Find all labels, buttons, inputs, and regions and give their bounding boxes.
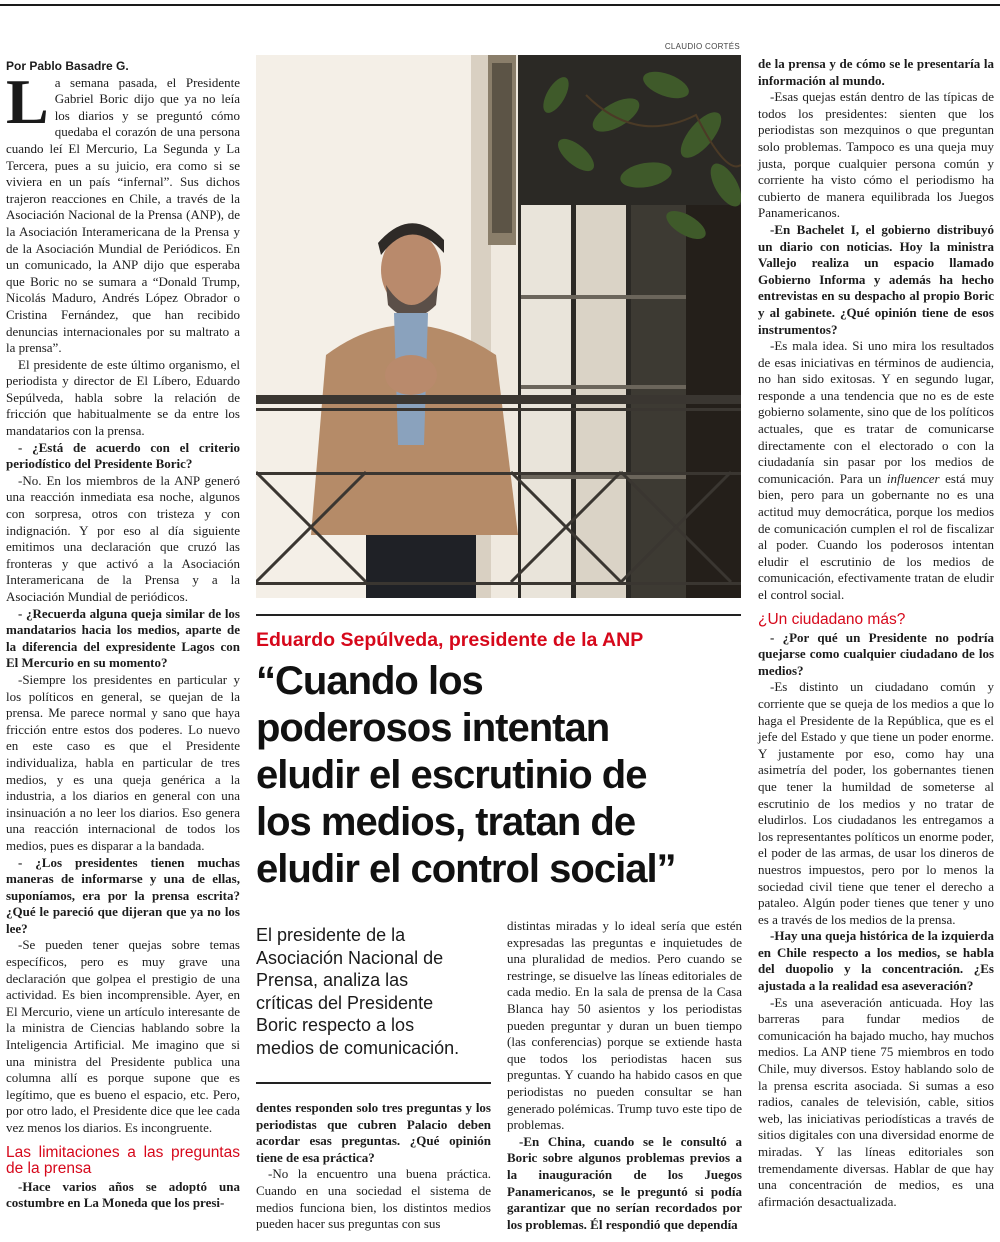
paragraph: El presidente de este último organismo, el periodista y director de El Líbero, Eduardo Sepúlveda, habla sobre la relación de fricción que habitualmente se da entre los mandatarios con la prensa.: [6, 356, 240, 439]
summary-line: Prensa, analiza las: [256, 970, 409, 990]
question: - ¿Está de acuerdo con el criterio periodístico del Presidente Boric?: [6, 439, 240, 472]
drop-cap: L: [6, 65, 49, 137]
column-3: [507, 918, 742, 1233]
headline-line: poderosos intentan: [256, 706, 610, 750]
question: -En Bachelet I, el gobierno distribuyó un diario con noticias. Hoy la ministra Vallejo realiza un espacio llamado Gobierno Informa y además ha hecho entrevistas en su despacho al propio Boric y al gabinete. ¿Qué opinión tiene de esos instrumentos?: [758, 221, 994, 337]
column-2: [256, 1100, 491, 1233]
headline-line: “Cuando los: [256, 659, 483, 703]
answer: -No. En los miembros de la ANP generó una reacción inmediata esa noche, algunos con sorpresa, otros con tristeza y con indignación. Y por eso al día siguiente emitimos una declaración que cruzó las fronteras y que activó a la Asociación Interamericana de la Prensa y a la Asociación Mundial de periódicos.: [6, 472, 240, 604]
summary-line: medios de comunicación.: [256, 1037, 460, 1058]
summary-line: El presidente de la: [256, 925, 406, 945]
answer: -Esas quejas están dentro de las típicas de todos los presidentes: sienten que los periodistas son mezquinos o que preguntan solo problemas. Tampoco es una queja muy justa, porque cualquier persona común y corriente ha visto cómo el periodismo ha cubierto de manera equilibrada los Juegos Panamericanos.: [758, 89, 994, 221]
interview-photo: [256, 55, 741, 598]
column-4: [758, 56, 994, 1210]
italic-term: influencer: [886, 470, 940, 486]
photo-credit: CLAUDIO CORTÉS: [664, 42, 740, 51]
summary-deck: [256, 924, 486, 1059]
section-subhead: Las limitaciones a las preguntas de la prensa: [6, 1143, 240, 1177]
byline: Por Pablo Basadre G.: [6, 59, 129, 73]
question: -Hay una queja histórica de la izquierda en Chile respecto a los medios, se habla del duopolio y la concentración. ¿Es ajustada a la realidad esa aseveración?: [758, 928, 994, 994]
headline-line: los medios, tratan de: [256, 800, 636, 844]
answer-continued: distintas miradas y lo ideal sería que estén expresadas las preguntas e inquietudes de una pluralidad de medios. Pero cuando se restringe, se disuelve las líneas editoriales de cada medio. En la sala de prensa de la Casa Blanca hay 50 asientos y los periodistas pueden preguntar y duran un buen tiempo (las conferencias) porque se extiende hasta que todos los periodistas hacen sus preguntas. Y cuando ha habido casos en que periodistas no pueden consultar se han generado polémicas. Trump tuvo este tipo de problemas.: [507, 918, 742, 1133]
question: - ¿Los presidentes tienen muchas maneras de informarse y una de ellas, suponíamos, era por la prensa escrita? ¿Qué le pareció que dijeran que ya no los lee?: [6, 854, 240, 936]
answer: -Se pueden tener quejas sobre temas específicos, pero es muy grave una declaración que golpea el prestigio de una actividad. Es bien incomprensible. Ayer, en El Mercurio, viene un artículo interesante de la ministra de Ciencias hablando sobre la Inteligencia Artificial. Me imagino que si una ministra del Presidente publica una columna allí es porque supone que es legítimo, que es bueno el espacio, etc. Pero, por otro lado, el Presidente dice que lee cada vez menos los diarios. Es incongruente.: [6, 937, 240, 1135]
top-rule: [0, 4, 1000, 6]
question: -Hace varios años se adoptó una costumbre en La Moneda que los presi-: [6, 1178, 240, 1211]
question: - ¿Por qué un Presidente no podría quejarse como cualquier ciudadano de los medios?: [758, 629, 994, 678]
lead-paragraph: La semana pasada, el Presidente Gabriel Boric dijo que ya no leía los diarios y se preguntó cómo quedaba el corazón de una persona cuando leí El Mercurio, La Segunda y La Tercera, pues a su juicio, era como si se viviera en un país “infernal”. Sus dichos trajeron reacciones en Chile, a través de la Asociación Nacional de la Prensa (ANP), de la Asociación Interamericana de la Prensa y de la Asociación Mundial de Periódicos. En un comunicado, la ANP dijo que esperaba que Boric no se sumara a “Donald Trump, Nicolás Maduro, Andrés López Obrador o Cristina Fernández, que han recibido denuncias internacionales por su maltrato a la prensa”.: [6, 65, 240, 356]
summary-line: críticas del Presidente: [256, 992, 434, 1013]
summary-rule: [256, 1082, 491, 1084]
answer: -Siempre los presidentes en particular y los políticos en general, se quejan de la prensa. Me parece normal y sano que haya fricción entre estos dos poderes. Lo nuevo en este caso es que el Presidente individualiza, habla en particular de tres medios, y es una queja genérica a la industria, a los diarios en general con una insinuación a no leer los diarios. Eso genera una reacción internacional de todos los medios, pues es disparar a la bandada.: [6, 671, 240, 853]
answer: -Es una aseveración anticuada. Hoy las barreras para fundar medios de comunicación ha bajado mucho, hay muchos medios. La ANP tiene 75 miembros en todo Chile, muy diversos. Estoy hablando solo de la prensa escrita asociada. Si sumas a eso radios, canales de televisión, cable, sitios web, las iniciativas periodísticas a través de sitios digitales con una diversidad enorme de miradas. Y las líneas editoriales son tremendamente diversas. Hablar de que hay una concentración de medios, es una afirmación desactualizada.: [758, 994, 994, 1209]
answer: -Es distinto un ciudadano común y corriente que se queja de los medios a que lo haga el Presidente de la República, que es el jefe del Estado y que tiene un poder enorme. Y justamente por eso, como hay una asimetría del poder, los gobernantes tienen que tener la humildad de someterse al escrutinio de los medios y no tratar de eludirlos. Los ciudadanos les entregamos a los representantes políticos un enorme poder, el poder de las armas, de usar los dineros de nuestros impuestos, pero por lo menos la sociedad civil tiene que tener el derecho a pataleo. Algún poder tienes que tener y uno es a través de los medios de la prensa.: [758, 679, 994, 927]
question: - ¿Recuerda alguna queja similar de los mandatarios hacia los medios, aparte de la diferencia del expresidente Lagos con El Mercurio en su momento?: [6, 605, 240, 671]
kicker: Eduardo Sepúlveda, presidente de la ANP: [256, 629, 644, 651]
section-subhead: ¿Un ciudadano más?: [758, 610, 906, 628]
headline-line: eludir el control social”: [256, 847, 676, 891]
headline-line: eludir el escrutinio de: [256, 753, 647, 797]
question-continued: dentes responden solo tres preguntas y los periodistas que cubren Palacio deben acordar esas preguntas. ¿Qué opinión tiene de esa práctica?: [256, 1100, 491, 1165]
headline: [256, 658, 746, 893]
question: -En China, cuando se le consultó a Boric sobre algunos problemas previos a la inauguración de los Juegos Panamericanos, se le preguntó si podía garantizar que no serían recordados por los problemas. Él respondió que dependía: [507, 1133, 742, 1232]
summary-line: Asociación Nacional de: [256, 947, 444, 968]
summary-line: Boric respecto a los: [256, 1015, 415, 1035]
headline-rule: [256, 614, 741, 616]
answer: -Es mala idea. Si uno mira los resultados de esas iniciativas en términos de audiencia, no han sido exitosas. Y en segundo lugar, responde a una tendencia que no es de este gobierno solamente, sino que de los políticos actuales, que es tratar de comunicarse directamente con el electorado o con la ciudadanía sin pasar por los medios de comunicación. Para un influencer está muy bien, pero para un gobernante no es una actitud muy democrática, porque los medios de comunicación cumplen el rol de fiscalizar al poder. Cuando los poderosos intentan eludir el escrutinio de los medios de comunicación, efectivamente tratan de eludir el control social.: [758, 338, 995, 602]
answer: -No la encuentro una buena práctica. Cuando en una sociedad el sistema de medios funciona bien, los distintos medios pueden hacer sus preguntas con sus: [256, 1166, 491, 1232]
column-1: [6, 58, 240, 1212]
question-continued: de la prensa y de cómo se le presentaría la información al mundo.: [758, 56, 994, 88]
